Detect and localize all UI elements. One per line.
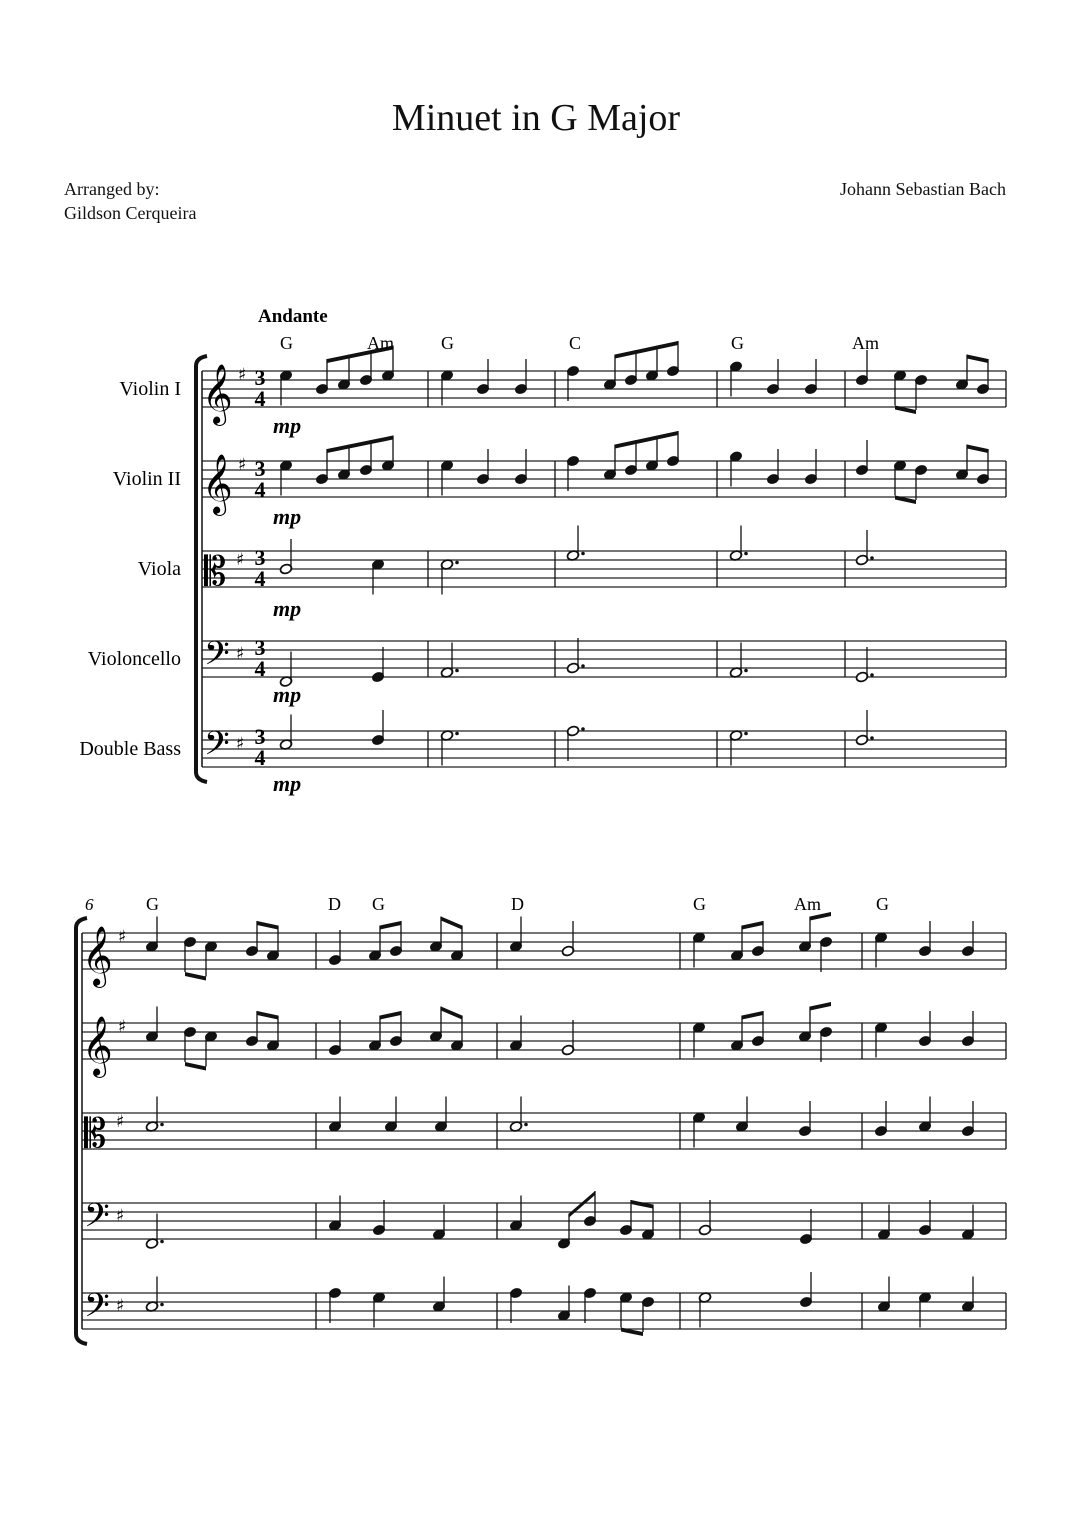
beam bbox=[441, 1007, 462, 1020]
dot bbox=[744, 732, 748, 736]
chord-symbol: Am bbox=[794, 894, 821, 914]
dot bbox=[160, 1123, 164, 1127]
key-signature-sharp: ♯ bbox=[236, 734, 245, 754]
treble-clef: 𝄞 bbox=[202, 454, 233, 514]
dot bbox=[160, 1303, 164, 1307]
beam bbox=[380, 1011, 401, 1020]
dot bbox=[455, 732, 459, 736]
key-signature-sharp: ♯ bbox=[116, 1206, 125, 1226]
dot bbox=[870, 673, 874, 677]
dot bbox=[581, 727, 585, 731]
svg-text:4: 4 bbox=[254, 566, 266, 591]
arranged-by-label: Arranged by: bbox=[64, 179, 160, 199]
beam bbox=[742, 1011, 763, 1020]
chord-symbol: G bbox=[146, 894, 159, 914]
beam bbox=[615, 341, 678, 359]
svg-text:3: 3 bbox=[254, 724, 266, 749]
dot bbox=[581, 552, 585, 556]
chord-symbol: D bbox=[328, 894, 341, 914]
chord-symbol: Am bbox=[852, 333, 879, 353]
key-signature-sharp: ♯ bbox=[236, 550, 245, 570]
alto-clef: 𝄡 bbox=[204, 549, 227, 595]
chord-symbol: D bbox=[511, 894, 524, 914]
instrument-label: Violin II bbox=[112, 468, 181, 490]
bass-clef: 𝄢 bbox=[84, 1197, 110, 1243]
svg-text:3: 3 bbox=[254, 635, 266, 660]
beam bbox=[257, 1011, 278, 1020]
svg-text:3: 3 bbox=[254, 545, 266, 570]
key-signature-sharp: ♯ bbox=[116, 1112, 125, 1132]
dot bbox=[455, 669, 459, 673]
svg-text:3: 3 bbox=[254, 456, 266, 481]
treble-clef: 𝄞 bbox=[82, 926, 113, 986]
beam bbox=[441, 917, 462, 930]
beam bbox=[569, 1191, 595, 1218]
bass-clef: 𝄢 bbox=[204, 725, 230, 771]
beam bbox=[631, 1200, 653, 1209]
dot bbox=[524, 1123, 528, 1127]
bass-clef: 𝄢 bbox=[84, 1287, 110, 1333]
chord-symbol: G bbox=[693, 894, 706, 914]
svg-text:4: 4 bbox=[254, 477, 266, 502]
beam bbox=[257, 921, 278, 930]
page-title: Minuet in G Major bbox=[391, 97, 681, 139]
beam bbox=[185, 1062, 206, 1071]
dot bbox=[744, 669, 748, 673]
dynamic-marking: mp bbox=[273, 682, 302, 707]
beam bbox=[327, 436, 393, 454]
dot bbox=[160, 1240, 164, 1244]
arranger-name: Gildson Cerqueira bbox=[64, 203, 197, 223]
measure-number: 6 bbox=[85, 895, 94, 914]
chord-symbol: G bbox=[876, 894, 889, 914]
instrument-label: Violoncello bbox=[87, 648, 181, 670]
chord-symbol: G bbox=[280, 333, 293, 353]
key-signature-sharp: ♯ bbox=[238, 365, 247, 385]
beam bbox=[967, 355, 988, 364]
beam bbox=[615, 431, 678, 449]
dot bbox=[870, 736, 874, 740]
dot bbox=[870, 556, 874, 560]
beam bbox=[380, 921, 401, 930]
instrument-label: Viola bbox=[137, 558, 181, 580]
dynamic-marking: mp bbox=[273, 413, 302, 438]
dynamic-marking: mp bbox=[273, 771, 302, 796]
dynamic-marking: mp bbox=[273, 504, 302, 529]
key-signature-sharp: ♯ bbox=[118, 1017, 127, 1037]
dynamic-marking: mp bbox=[273, 596, 302, 621]
key-signature-sharp: ♯ bbox=[118, 927, 127, 947]
instrument-label: Double Bass bbox=[79, 738, 181, 760]
beam bbox=[742, 921, 763, 930]
chord-symbol: G bbox=[441, 333, 454, 353]
dot bbox=[581, 664, 585, 668]
key-signature-sharp: ♯ bbox=[236, 644, 245, 664]
treble-clef: 𝄞 bbox=[82, 1016, 113, 1076]
system-1 bbox=[196, 341, 1006, 782]
beam bbox=[185, 972, 206, 981]
key-signature-sharp: ♯ bbox=[116, 1296, 125, 1316]
beam bbox=[810, 1002, 831, 1011]
chord-symbol: Am bbox=[367, 333, 394, 353]
instrument-label: Violin I bbox=[119, 378, 181, 400]
system-2 bbox=[76, 912, 1006, 1344]
alto-clef: 𝄡 bbox=[84, 1111, 107, 1157]
time-signature bbox=[255, 365, 266, 770]
beam bbox=[967, 445, 988, 454]
bass-clef: 𝄢 bbox=[204, 635, 230, 681]
composer-credit: Johann Sebastian Bach bbox=[840, 179, 1006, 199]
key-signature-sharp: ♯ bbox=[238, 455, 247, 475]
svg-text:4: 4 bbox=[254, 656, 266, 681]
treble-clef: 𝄞 bbox=[202, 364, 233, 424]
tempo-marking: Andante bbox=[258, 306, 328, 327]
chord-symbol: G bbox=[372, 894, 385, 914]
chord-symbol: G bbox=[731, 333, 744, 353]
svg-text:3: 3 bbox=[254, 365, 266, 390]
chord-symbol: C bbox=[569, 333, 582, 353]
svg-text:4: 4 bbox=[254, 745, 266, 770]
svg-text:4: 4 bbox=[254, 386, 266, 411]
dot bbox=[744, 552, 748, 556]
dot bbox=[455, 561, 459, 565]
